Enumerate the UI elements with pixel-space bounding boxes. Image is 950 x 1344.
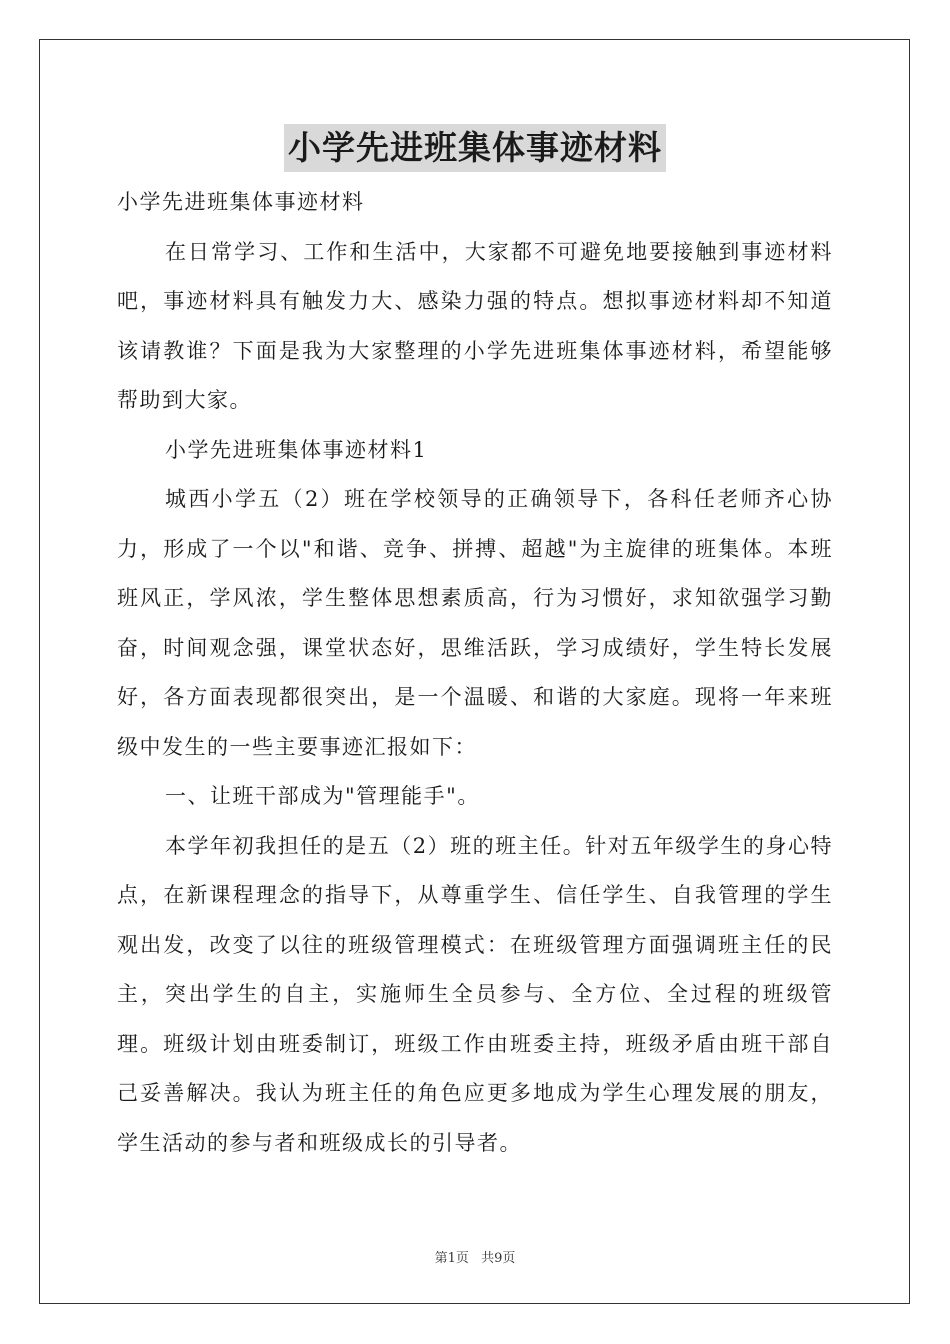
page-number: 第1页 [434, 1251, 469, 1266]
paragraph-class-management: 本学年初我担任的是五（2）班的班主任。针对五年级学生的身心特点，在新课程理念的指导下，从尊重学生、信任学生、自我管理的学生观出发，改变了以往的班级管理模式：在班级管理方面强调班主任的民主，突出学生的自主，实施师生全员参与、全方位、全过程的班级管理。班级计划由班委制订，班级工作由班委主持，班级矛盾由班干部自己妥善解决。我认为班主任的角色应更多地成为学生心理发展的朋友，学生活动的参与者和班级成长的引导者。 [117, 833, 833, 1155]
page-footer [0, 1247, 950, 1266]
paragraph-intro: 在日常学习、工作和生活中，大家都不可避免地要接触到事迹材料吧，事迹材料具有触发力大、感染力强的特点。想拟事迹材料却不知道该请教谁？下面是我为大家整理的小学先进班集体事迹材料，希望能够帮助到大家。 [117, 239, 833, 412]
document-subtitle: 小学先进班集体事迹材料 [117, 190, 365, 214]
page-total: 共9页 [481, 1251, 516, 1266]
document-body [117, 178, 833, 1168]
section-heading-class-cadres: 一、让班干部成为"管理能手"。 [165, 784, 480, 808]
title-container [0, 124, 950, 172]
section-heading-1: 小学先进班集体事迹材料1 [165, 437, 428, 462]
paragraph-class-overview: 城西小学五（2）班在学校领导的正确领导下，各科任老师齐心协力，形成了一个以"和谐、竞争、拼搏、超越"为主旋律的班集体。本班班风正，学风浓，学生整体思想素质高，行为习惯好，求知欲强学习勤奋，时间观念强，课堂状态好，思维活跃，学习成绩好，学生特长发展好，各方面表现都很突出，是一个温暖、和谐的大家庭。现将一年来班级中发生的一些主要事迹汇报如下： [117, 487, 833, 759]
document-title: 小学先进班集体事迹材料 [284, 124, 666, 172]
